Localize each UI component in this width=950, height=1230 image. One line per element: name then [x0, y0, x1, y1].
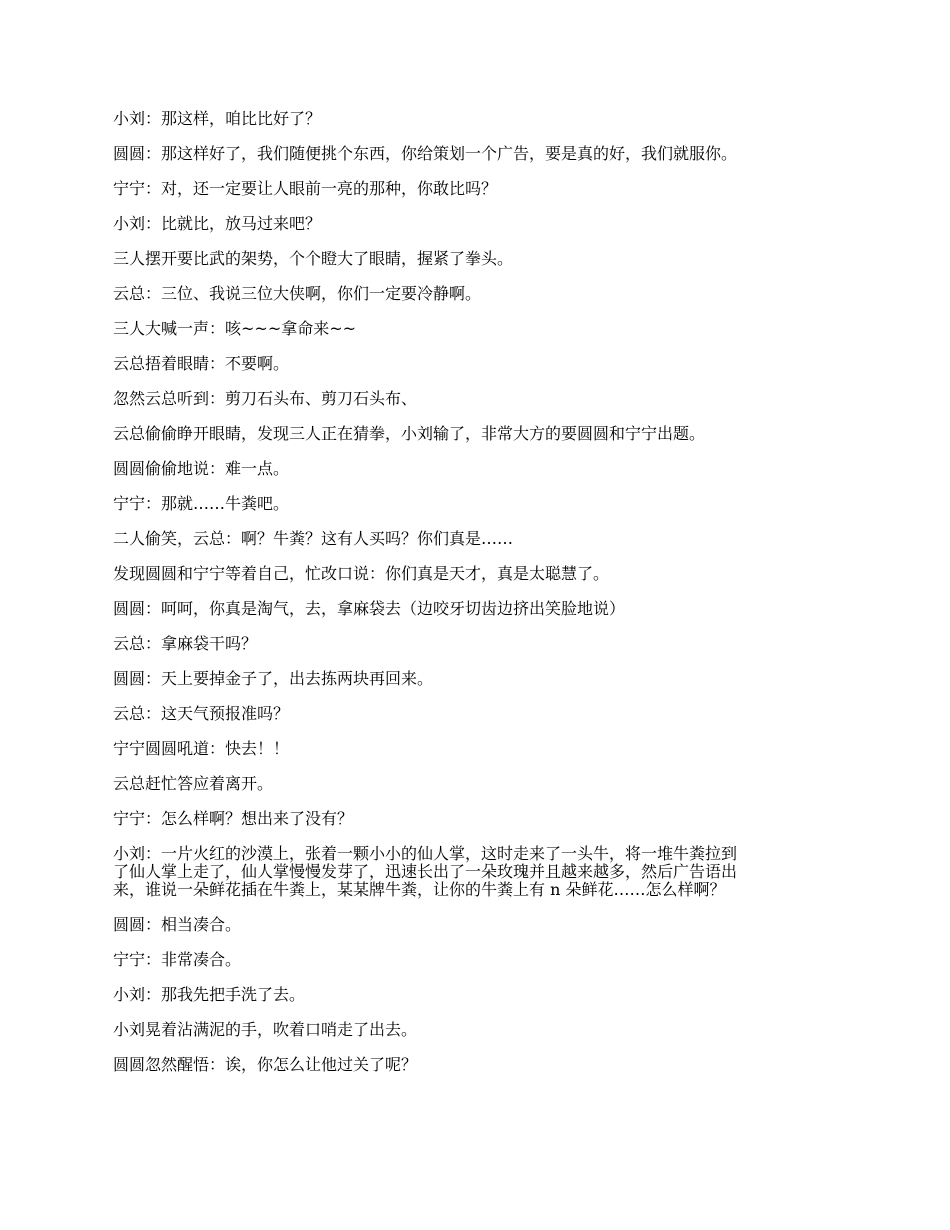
text-line: 圆圆：天上要掉金子了，出去拣两块再回来。 — [113, 669, 434, 688]
text-line: 圆圆：相当凑合。 — [113, 915, 242, 934]
text-line: 小刘晃着沾满泥的手，吹着口哨走了出去。 — [113, 1020, 418, 1039]
text-line: 宁宁：对，还一定要让人眼前一亮的那种，你敢比吗？ — [113, 179, 498, 198]
text-line: 宁宁：怎么样啊？想出来了没有？ — [113, 809, 354, 828]
text-line: 云总捂着眼睛：不要啊。 — [113, 354, 290, 373]
text-line: 小刘：那这样，咱比比好了？ — [113, 109, 322, 128]
text-line: 忽然云总听到：剪刀石头布、剪刀石头布、 — [113, 389, 418, 408]
text-line: 云总：拿麻袋干吗？ — [113, 634, 258, 653]
text-line: 发现圆圆和宁宁等着自己，忙改口说：你们真是天才，真是太聪慧了。 — [113, 564, 610, 583]
text-line: 小刘：那我先把手洗了去。 — [113, 985, 306, 1004]
text-line: 小刘：比就比，放马过来吧？ — [113, 214, 322, 233]
text-line: 圆圆忽然醒悟：诶，你怎么让他过关了呢？ — [113, 1055, 418, 1074]
text-line: 云总：三位、我说三位大侠啊，你们一定要冷静啊。 — [113, 284, 482, 303]
text-line: 宁宁圆圆吼道：快去！！ — [113, 739, 290, 758]
text-line: 圆圆：那这样好了，我们随便挑个东西，你给策划一个广告，要是真的好，我们就服你。 — [113, 144, 738, 163]
text-line: 圆圆偷偷地说：难一点。 — [113, 459, 290, 478]
paragraph-line: 来，谁说一朵鲜花插在牛粪上，某某牌牛粪，让你的牛粪上有 n 朵鲜花……怎么样啊？ — [113, 880, 726, 899]
text-line: 云总：这天气预报准吗？ — [113, 704, 290, 723]
document-body — [113, 110, 843, 1091]
text-line: 三人摆开要比武的架势，个个瞪大了眼睛，握紧了拳头。 — [113, 249, 514, 268]
text-line: 三人大喊一声：咳~~~拿命来~~ — [113, 319, 357, 338]
long-paragraph — [113, 845, 843, 899]
text-line: 宁宁：非常凑合。 — [113, 950, 242, 969]
text-line: 云总偷偷睁开眼睛，发现三人正在猜拳，小刘输了，非常大方的要圆圆和宁宁出题。 — [113, 424, 706, 443]
paragraph-line: 了仙人掌上走了，仙人掌慢慢发芽了，迅速长出了一朵玫瑰并且越来越多，然后广告语出 — [113, 862, 738, 881]
text-line: 宁宁：那就……牛粪吧。 — [113, 494, 290, 513]
text-line: 云总赶忙答应着离开。 — [113, 774, 274, 793]
text-line: 圆圆：呵呵，你真是淘气，去，拿麻袋去（边咬牙切齿边挤出笑脸地说） — [113, 599, 626, 618]
paragraph-line: 小刘：一片火红的沙漠上，张着一颗小小的仙人掌，这时走来了一头牛，将一堆牛粪拉到 — [113, 844, 738, 863]
text-line: 二人偷笑，云总：啊？牛粪？这有人买吗？你们真是…… — [113, 529, 514, 548]
